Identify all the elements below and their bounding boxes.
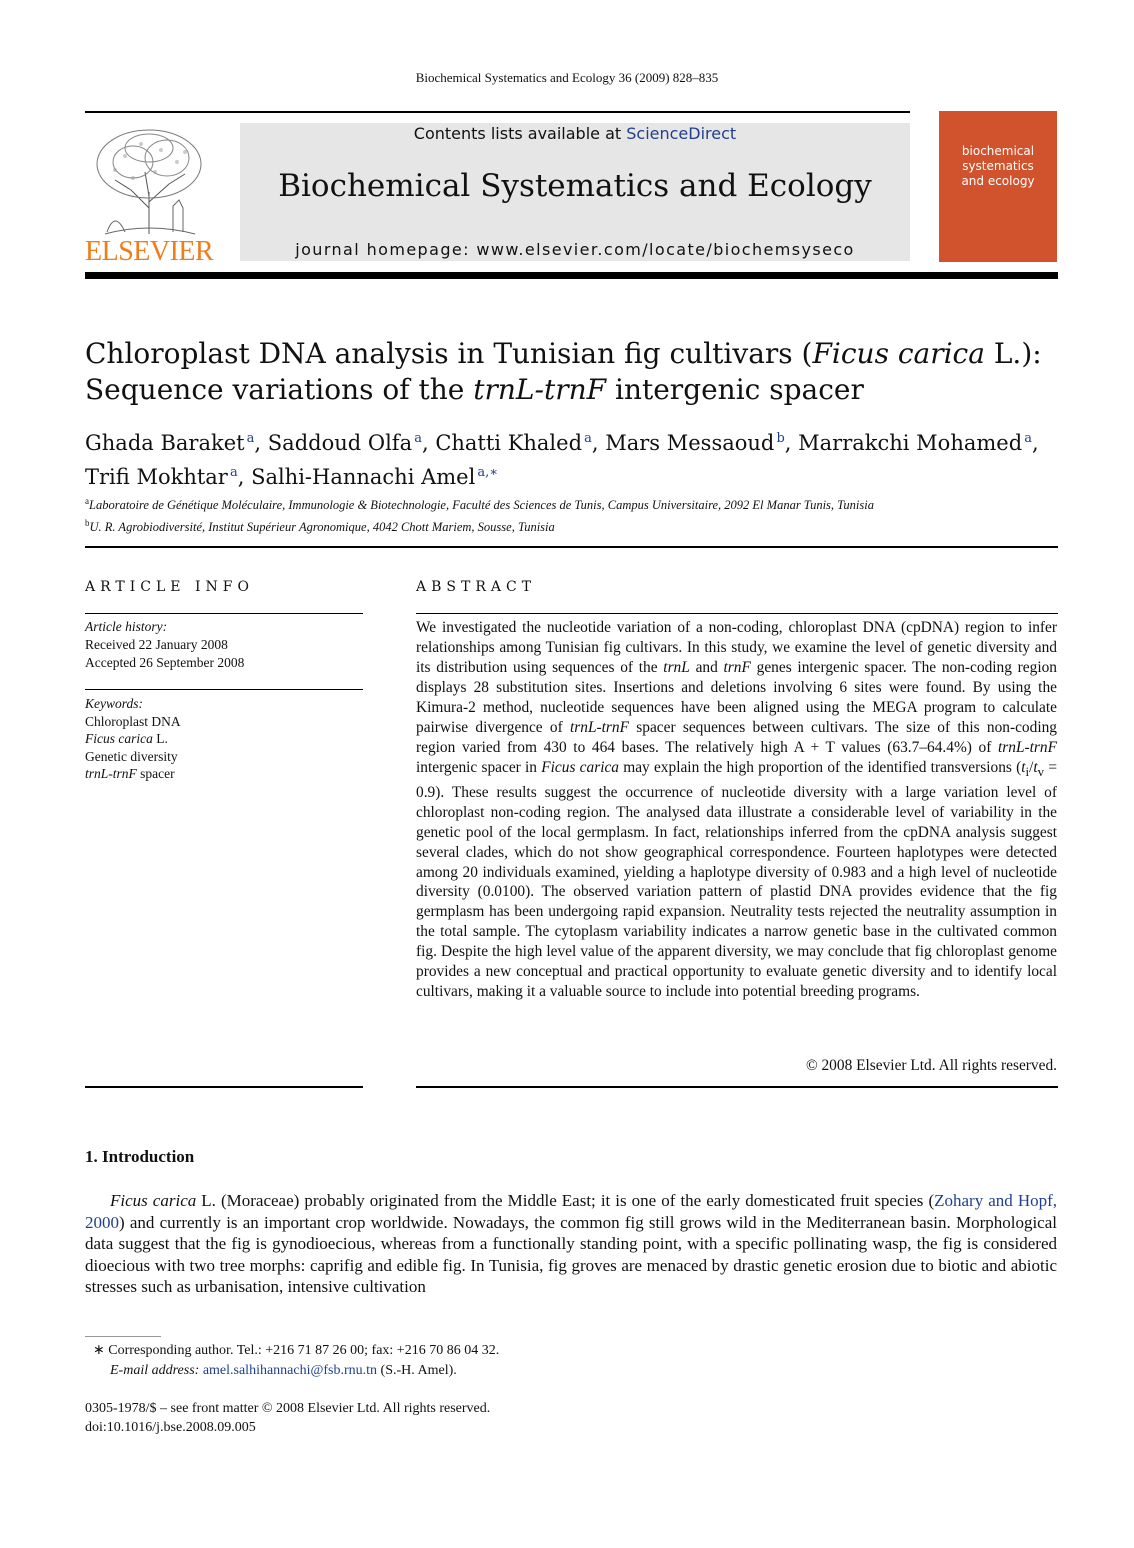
cover-title-line: biochemical <box>961 144 1035 158</box>
affiliation-marker[interactable]: a,∗ <box>477 465 499 480</box>
affiliation-marker[interactable]: a <box>229 465 238 480</box>
affiliation-marker[interactable]: b <box>776 431 785 446</box>
author-name: Ghada Baraket <box>85 431 245 455</box>
cover-title-line: and ecology <box>961 174 1035 188</box>
author-list: Ghada Baraket $^a$, Saddoud Olfa $^a$, Chatti Khaled $^a$, Mars Messaoud $^b$, Marrakchi Mohamed $^a$, Trifi Mokhtar $^a$, Salhi-Hannachi Amel $^{a,∗}$ <box>85 431 1039 489</box>
affiliation-marker[interactable]: a <box>414 431 422 446</box>
footnote-marker: ∗ <box>93 1343 105 1358</box>
footnote-contact: Corresponding author. Tel.: +216 71 87 26 00; fax: +216 70 86 04 32. <box>104 1343 500 1358</box>
email-label: E-mail address: <box>110 1363 203 1378</box>
abstract-body: We investigated the nucleotide variation of a non-coding, chloroplast DNA (cpDNA) region to infer relationships among Tunisian fig cultivars. In this study, we examine the level of genetic diversity and its distribution using sequences of the trnL and trnF genes intergenic spacer. The non-coding region displays 28 substitution sites. Insertions and deletions involving 6 sites were found. By using the Kimura-2 method, nucleotide sequences have been aligned using the MEGA program to calculate pairwise divergence of trnL-trnF spacer sequences between cultivars. The size of this non-coding region varied from 430 to 464 bases. The relatively high A + T values (63.7–64.4%) of trnL-trnF intergenic spacer in Ficus carica may explain the high proportion of the identified transversions $(t_i/t_v = 0.9)$. These results suggest the occurrence of nucleotide diversity with a large variation level of chloroplast non-coding region. The analysed data illustrate a considerable level of variability in the genetic pool of the local germplasm. In fact, relationships inferred from the cpDNA analysis suggest several clades, which do not show geographical correspondence. Fourteen haplotypes were detected among 20 individuals examined, yielding a haplotype diversity of 0.983 and a high level of nucleotide diversity (0.0100). The observed variation pattern of plastid DNA provides evidence that the fig germplasm has been undergoing rapid expansion. Neutrality tests rejected the neutrality assumption in the total sample. The cytoplasm variability indicates a narrow genetic base in the cultivated common fig. Despite the high level value of the apparent diversity, we may conclude that fig chloroplast genome provides a new conceptual and practical opportunity to evaluate genetic diversity and to identify local cultivars, making it a valuable source to include into potential breeding programs. <box>416 619 1058 1001</box>
author-name: Salhi-Hannachi Amel <box>251 465 476 489</box>
contents-availability-line <box>240 124 910 143</box>
article-info-rule <box>85 689 363 690</box>
abstract-heading: ABSTRACT <box>416 579 537 595</box>
contents-prefix: Contents lists available at <box>413 124 627 143</box>
article-info-rule <box>85 613 363 614</box>
doi-line[interactable]: doi:10.1016/j.bse.2008.09.005 <box>85 1419 256 1435</box>
copyright-notice: © 2008 Elsevier Ltd. All rights reserved. <box>805 1057 1057 1074</box>
journal-name: Biochemical Systematics and Ecology <box>278 168 872 204</box>
accepted-date: Accepted 26 September 2008 <box>85 655 245 670</box>
article-info-bottom-rule <box>85 1086 363 1088</box>
keywords-label: Keywords: <box>85 696 143 711</box>
affiliation-marker[interactable]: a <box>1024 431 1033 446</box>
introduction-paragraph: Ficus carica L. (Moraceae) probably originated from the Middle East; it is one of the early domesticated fruit species (Zohary and Hopf, 2000) and currently is an important crop worldwide. Nowadays, the common fig still grows wild in the Mediterranean basin. Morphological data suggest that the fig is gynodioecious, whereas from a functionally standing point, with a specific pollinating wasp, the fig is considered dioecious with two tree morphs: caprifig and edible fig. In Tunisia, fig groves are menaced by drastic genetic erosion due to biotic and abiotic stresses such as urbanisation, intensive cultivation <box>85 1191 1058 1297</box>
affiliation-item: $^a$Laboratoire de Génétique Moléculaire, Immunologie & Biotechnologie, Faculté des Sciences de Tunis, Campus Universitaire, 2092 El Manar Tunis, Tunisia <box>85 496 874 513</box>
keyword-item: Genetic diversity <box>85 748 178 764</box>
cover-title <box>939 144 1057 189</box>
article-title <box>85 336 1065 408</box>
author-name: Saddoud Olfa <box>267 431 413 455</box>
keyword-item: Chloroplast DNA <box>85 713 181 729</box>
title-line-1: Chloroplast DNA analysis in Tunisian fig cultivars (Ficus carica L.): <box>85 337 1042 370</box>
elsevier-wordmark: ELSEVIER <box>85 236 214 267</box>
front-matter <box>85 1400 985 1437</box>
masthead-bottom-rule <box>85 272 1058 279</box>
affiliation-marker[interactable]: a <box>246 431 255 446</box>
author-name: Marrakchi Mohamed <box>798 431 1023 455</box>
email-link[interactable]: amel.salhihannachi@fsb.rnu.tn <box>202 1363 378 1378</box>
affiliations <box>85 492 1065 536</box>
author-name: Mars Messaoud <box>605 431 775 455</box>
introduction-heading: 1. Introduction <box>85 1147 195 1166</box>
author-name: Trifi Mokhtar <box>85 465 228 489</box>
section-rule <box>85 546 1058 548</box>
keyword-item: Ficus carica L. <box>85 731 168 746</box>
keywords <box>85 695 363 783</box>
abstract-rule <box>416 613 1058 614</box>
affiliation-marker[interactable]: a <box>584 431 592 446</box>
title-line-2: Sequence variations of the trnL-trnF intergenic spacer <box>85 373 864 406</box>
article-history <box>85 618 363 672</box>
running-head: Biochemical Systematics and Ecology 36 (2009) 828–835 <box>415 70 719 85</box>
issn-line: 0305-1978/$ – see front matter © 2008 Elsevier Ltd. All rights reserved. <box>85 1401 491 1416</box>
masthead-top-rule <box>85 111 910 113</box>
affiliation-item: $^b$U. R. Agrobiodiversité, Institut Supérieur Agronomique, 4042 Chott Mariem, Sousse, Tunisia <box>85 518 555 535</box>
citation-link[interactable]: Zohary and Hopf, 2000 <box>85 1191 1058 1232</box>
corresponding-author-footnote: ∗ Corresponding author. Tel.: +216 71 87 26 00; fax: +216 70 86 04 32. E-mail address: amel.salhihannachi@fsb.rnu.tn (S.-H. Amel). <box>93 1343 500 1378</box>
history-label: Article history: <box>85 619 168 634</box>
article-info-heading: ARTICLE INFO <box>85 579 254 595</box>
cover-title-line: systematics <box>962 159 1034 173</box>
received-date: Received 22 January 2008 <box>85 637 228 652</box>
sciencedirect-link[interactable]: ScienceDirect <box>626 124 737 143</box>
footnote-rule <box>85 1336 161 1337</box>
abstract-bottom-rule <box>416 1086 1058 1088</box>
keyword-item: trnL-trnF spacer <box>85 766 175 781</box>
journal-homepage[interactable]: journal homepage: www.elsevier.com/locate/biochemsyseco <box>295 240 855 259</box>
author-name: Chatti Khaled <box>435 431 583 455</box>
